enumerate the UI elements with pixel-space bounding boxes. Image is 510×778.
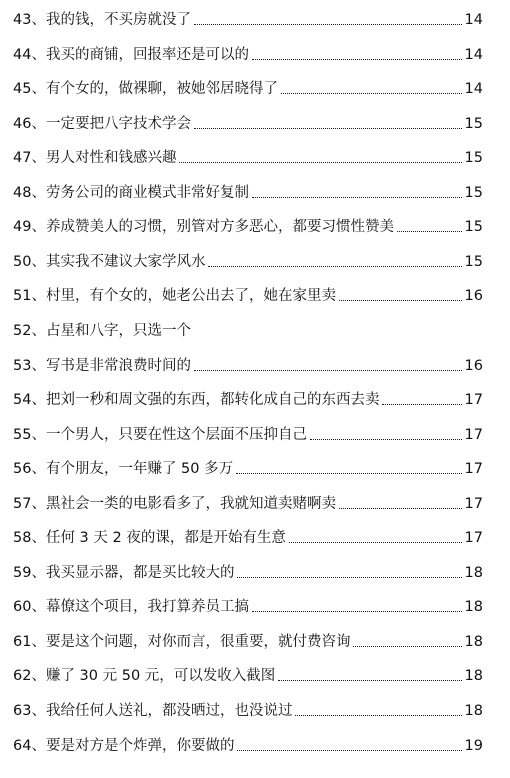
toc-entry-number: 43、 bbox=[13, 12, 46, 28]
toc-entry-title: 赚了 30 元 50 元，可以发收入截图 bbox=[45, 668, 276, 685]
toc-entry-title: 要是对方是个炸弹，你要做的 bbox=[45, 737, 235, 754]
toc-entry[interactable] bbox=[13, 524, 483, 548]
toc-entry-number: 51、 bbox=[13, 288, 46, 305]
toc-entry-page-number: 14 bbox=[464, 81, 483, 98]
toc-entry-number: 50、 bbox=[13, 253, 46, 270]
toc-entry-page-number: 17 bbox=[464, 461, 483, 478]
toc-entry-number: 56、 bbox=[13, 461, 46, 478]
toc-entry[interactable] bbox=[13, 732, 483, 756]
dot-leader bbox=[237, 750, 461, 751]
toc-entry-number: 54、 bbox=[13, 392, 46, 408]
toc-entry-number: 45、 bbox=[13, 81, 46, 98]
toc-entry-page-number: 15 bbox=[464, 219, 483, 236]
dot-leader bbox=[252, 59, 462, 60]
toc-entry-title: 一个男人，只要在性这个层面不压抑自己 bbox=[45, 426, 307, 443]
toc-entry[interactable] bbox=[13, 421, 483, 445]
toc-entry-number: 63、 bbox=[13, 703, 46, 719]
toc-entry[interactable] bbox=[13, 593, 483, 617]
toc-entry[interactable] bbox=[13, 628, 483, 652]
dot-leader bbox=[194, 128, 462, 129]
toc-entry-page-number: 18 bbox=[464, 633, 483, 650]
toc-entry-title: 一定要把八字技术学会 bbox=[45, 115, 191, 132]
toc-entry[interactable] bbox=[13, 110, 483, 134]
toc-entry-page-number: 16 bbox=[464, 288, 483, 305]
toc-entry-title: 任何 3 天 2 夜的课，都是开始有生意 bbox=[45, 530, 286, 547]
dot-leader bbox=[194, 370, 462, 371]
toc-entry-number: 46、 bbox=[13, 115, 46, 132]
toc-entry-page-number: 17 bbox=[464, 426, 483, 443]
toc-entry[interactable] bbox=[13, 490, 483, 514]
toc-entry-page-number: 17 bbox=[464, 392, 483, 408]
dot-leader bbox=[194, 24, 462, 25]
dot-leader bbox=[382, 404, 461, 405]
toc-entry[interactable] bbox=[13, 455, 483, 479]
toc-entry-page-number: 16 bbox=[464, 357, 483, 374]
dot-leader bbox=[252, 197, 462, 198]
toc-entry-page-number: 14 bbox=[464, 12, 483, 28]
toc-entry-page-number: 17 bbox=[464, 530, 483, 547]
toc-entry-number: 44、 bbox=[13, 46, 46, 63]
dot-leader bbox=[353, 646, 461, 647]
toc-entry-number: 60、 bbox=[13, 599, 46, 616]
toc-entry-page-number: 14 bbox=[464, 46, 483, 63]
toc-entry-title: 有个女的，做裸聊，被她邻居晓得了 bbox=[45, 81, 278, 98]
toc-entry-title: 占星和八字，只选一个 bbox=[45, 322, 191, 339]
dot-leader bbox=[339, 300, 462, 301]
dot-leader bbox=[310, 439, 462, 440]
toc-entry-number: 55、 bbox=[13, 426, 46, 443]
toc-entry-number: 59、 bbox=[13, 564, 46, 581]
toc-entry-title: 村里，有个女的，她老公出去了，她在家里卖 bbox=[45, 288, 336, 305]
dot-leader bbox=[236, 473, 461, 474]
toc-entry[interactable] bbox=[13, 282, 483, 306]
dot-leader bbox=[179, 162, 461, 163]
toc-entry-title: 有个朋友，一年赚了 50 多万 bbox=[45, 461, 234, 478]
toc-entry[interactable] bbox=[13, 559, 483, 583]
toc-entry-number: 64、 bbox=[13, 737, 46, 754]
toc-entry-number: 48、 bbox=[13, 184, 46, 201]
toc-entry-number: 53、 bbox=[13, 357, 46, 374]
toc-entry-title: 把刘一秒和周文强的东西，都转化成自己的东西去卖 bbox=[45, 392, 380, 408]
toc-entry[interactable] bbox=[13, 179, 483, 203]
toc-entry[interactable] bbox=[13, 317, 483, 341]
toc-entry[interactable] bbox=[13, 352, 483, 376]
toc-entry-title: 我买显示器，都是买比较大的 bbox=[45, 564, 235, 581]
toc-entry-page-number: 18 bbox=[464, 599, 483, 616]
dot-leader bbox=[289, 542, 462, 543]
toc-entry-number: 47、 bbox=[13, 150, 46, 167]
toc-entry[interactable] bbox=[13, 697, 483, 721]
toc-entry-page-number: 15 bbox=[464, 184, 483, 201]
dot-leader bbox=[339, 508, 462, 509]
dot-leader bbox=[252, 611, 462, 612]
toc-entry[interactable] bbox=[13, 662, 483, 686]
toc-entry-title: 写书是非常浪费时间的 bbox=[45, 357, 191, 374]
toc-entry[interactable] bbox=[13, 213, 483, 237]
toc-entry-page-number: 18 bbox=[464, 703, 483, 719]
toc-entry-title: 养成赞美人的习惯，别管对方多恶心，都要习惯性赞美 bbox=[45, 219, 394, 236]
toc-entry-page-number: 15 bbox=[464, 253, 483, 270]
toc-entry[interactable] bbox=[13, 386, 483, 410]
toc-entry[interactable] bbox=[13, 75, 483, 99]
toc-entry-page-number: 15 bbox=[464, 150, 483, 167]
toc-entry-page-number: 19 bbox=[464, 737, 483, 754]
toc-entry-number: 57、 bbox=[13, 495, 46, 512]
toc-entry[interactable] bbox=[13, 144, 483, 168]
dot-leader bbox=[397, 231, 462, 232]
toc-entry-title: 我买的商铺，回报率还是可以的 bbox=[45, 46, 249, 63]
toc-entry-page-number: 15 bbox=[464, 115, 483, 132]
toc-entry[interactable] bbox=[13, 6, 483, 30]
toc-entry-number: 61、 bbox=[13, 633, 46, 650]
toc-entry-title: 幕僚这个项目，我打算养员工搞 bbox=[45, 599, 249, 616]
toc-entry-title: 我给任何人送礼，都没晒过，也没说过 bbox=[45, 703, 293, 719]
toc-entry-title: 黑社会一类的电影看多了，我就知道卖赌啊卖 bbox=[45, 495, 336, 512]
toc-entry-title: 其实我不建议大家学风水 bbox=[45, 253, 206, 270]
toc-entry-page-number: 17 bbox=[464, 495, 483, 512]
dot-leader bbox=[237, 577, 461, 578]
dot-leader bbox=[295, 715, 461, 716]
toc-entry-number: 52、 bbox=[13, 322, 46, 339]
dot-leader bbox=[278, 680, 461, 681]
dot-leader bbox=[208, 266, 461, 267]
toc-entry-title: 男人对性和钱感兴趣 bbox=[45, 150, 177, 167]
toc-entry-page-number: 18 bbox=[464, 564, 483, 581]
toc-entry-title: 我的钱，不买房就没了 bbox=[45, 12, 191, 28]
toc-entry[interactable] bbox=[13, 41, 483, 65]
toc-entry-number: 49、 bbox=[13, 219, 46, 236]
toc-entry-number: 62、 bbox=[13, 668, 46, 685]
toc-entry[interactable] bbox=[13, 248, 483, 272]
dot-leader bbox=[281, 93, 462, 94]
toc-entry-title: 要是这个问题，对你而言，很重要，就付费咨询 bbox=[45, 633, 351, 650]
toc-entry-number: 58、 bbox=[13, 530, 46, 547]
toc-entry-page-number: 18 bbox=[464, 668, 483, 685]
toc-entry-title: 劳务公司的商业模式非常好复制 bbox=[45, 184, 249, 201]
